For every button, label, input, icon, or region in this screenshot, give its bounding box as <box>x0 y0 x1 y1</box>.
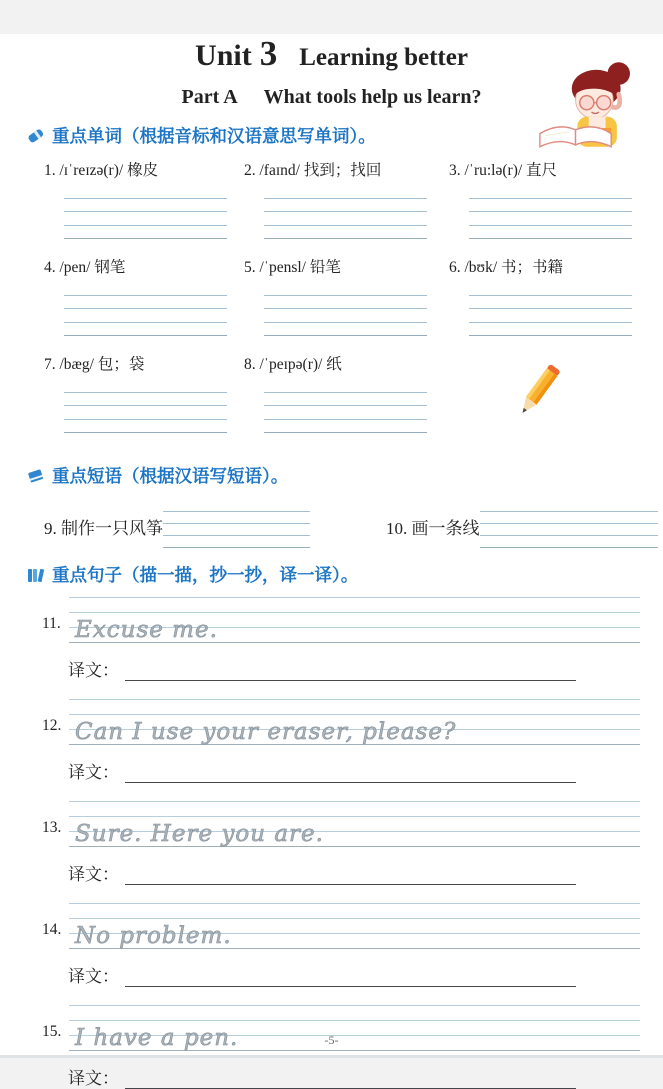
sentence-block: 14. No problem. 译文： <box>42 899 640 987</box>
unit-word: Unit <box>195 39 252 72</box>
translation-blank <box>125 864 576 885</box>
writing-lines <box>163 500 310 548</box>
translation-row: 译文： <box>68 657 576 681</box>
sentence-block: 11. Excuse me. 译文： <box>42 593 640 681</box>
word-item: 6. /bʊk/ 书；书籍 <box>449 255 627 336</box>
girl-reading-illustration <box>523 60 645 150</box>
trace-sentence: Excuse me. <box>75 617 218 643</box>
word-item: 2. /faɪnd/ 找到；找回 <box>244 158 449 239</box>
section-sentences-title: 重点句子（描一描，抄一抄，译一译）。 <box>52 565 359 585</box>
eraser-icon <box>26 126 45 145</box>
section-phrases-header <box>26 463 663 488</box>
translation-blank <box>125 1068 576 1089</box>
word-item: 4. /pen/ 钢笔 <box>44 255 244 336</box>
word-item: 3. /ˈru:lə(r)/ 直尺 <box>449 158 627 239</box>
translation-blank <box>125 660 576 681</box>
phrase-item: 10. 画一条线 <box>386 500 658 548</box>
unit-number: 3 <box>259 34 278 73</box>
four-line-grid <box>69 801 640 845</box>
section-words-title: 重点单词（根据音标和汉语意思写单词）。 <box>52 126 376 146</box>
word-item: 1. /ɪˈreɪzə(r)/ 橡皮 <box>44 158 244 239</box>
page-bottom-edge <box>0 1055 663 1058</box>
book-icon <box>26 466 45 485</box>
word-item: 5. /ˈpensl/ 铅笔 <box>244 255 449 336</box>
writing-lines <box>64 379 227 433</box>
sentence-block: 12. Can I use your eraser, please? 译文： <box>42 695 640 783</box>
translation-blank <box>125 762 576 783</box>
writing-lines <box>264 185 427 239</box>
four-line-grid <box>69 903 640 947</box>
trace-sentence: No problem. <box>75 923 232 949</box>
translation-row: 译文： <box>68 861 576 885</box>
four-line-grid <box>69 699 640 743</box>
phrase-row <box>44 500 663 548</box>
trace-sentence: Can I use your eraser, please? <box>75 719 457 745</box>
unit-title: Learning better <box>299 44 468 71</box>
four-line-grid <box>69 597 640 641</box>
section-phrases-title: 重点短语（根据汉语写短语）。 <box>52 466 289 486</box>
pencil-illustration <box>511 360 567 426</box>
writing-lines <box>264 282 427 336</box>
sentence-block: 13. Sure. Here you are. 译文： <box>42 797 640 885</box>
trace-sentence: I have a pen. <box>75 1025 239 1051</box>
books-icon <box>26 565 45 584</box>
sentence-block: 15. I have a pen. 译文： <box>42 1001 640 1089</box>
writing-lines <box>469 185 632 239</box>
word-grid <box>44 158 663 449</box>
trace-sentence: Sure. Here you are. <box>75 821 324 847</box>
writing-lines <box>469 282 632 336</box>
translation-row: 译文： <box>68 759 576 783</box>
part-label: Part A <box>181 86 238 108</box>
worksheet-page <box>0 34 663 1088</box>
part-question: What tools help us learn? <box>263 86 482 108</box>
writing-lines <box>480 500 658 548</box>
page-number: -5- <box>324 1033 339 1047</box>
translation-row: 译文： <box>68 963 576 987</box>
phrase-item: 9. 制作一只风筝 <box>44 500 310 548</box>
writing-lines <box>64 185 227 239</box>
word-item: 7. /bæg/ 包；袋 <box>44 352 244 433</box>
section-sentences-header <box>26 562 663 587</box>
word-item: 8. /ˈpeɪpə(r)/ 纸 <box>244 352 449 433</box>
writing-lines <box>264 379 427 433</box>
translation-row: 译文： <box>68 1065 576 1089</box>
translation-blank <box>125 966 576 987</box>
writing-lines <box>64 282 227 336</box>
